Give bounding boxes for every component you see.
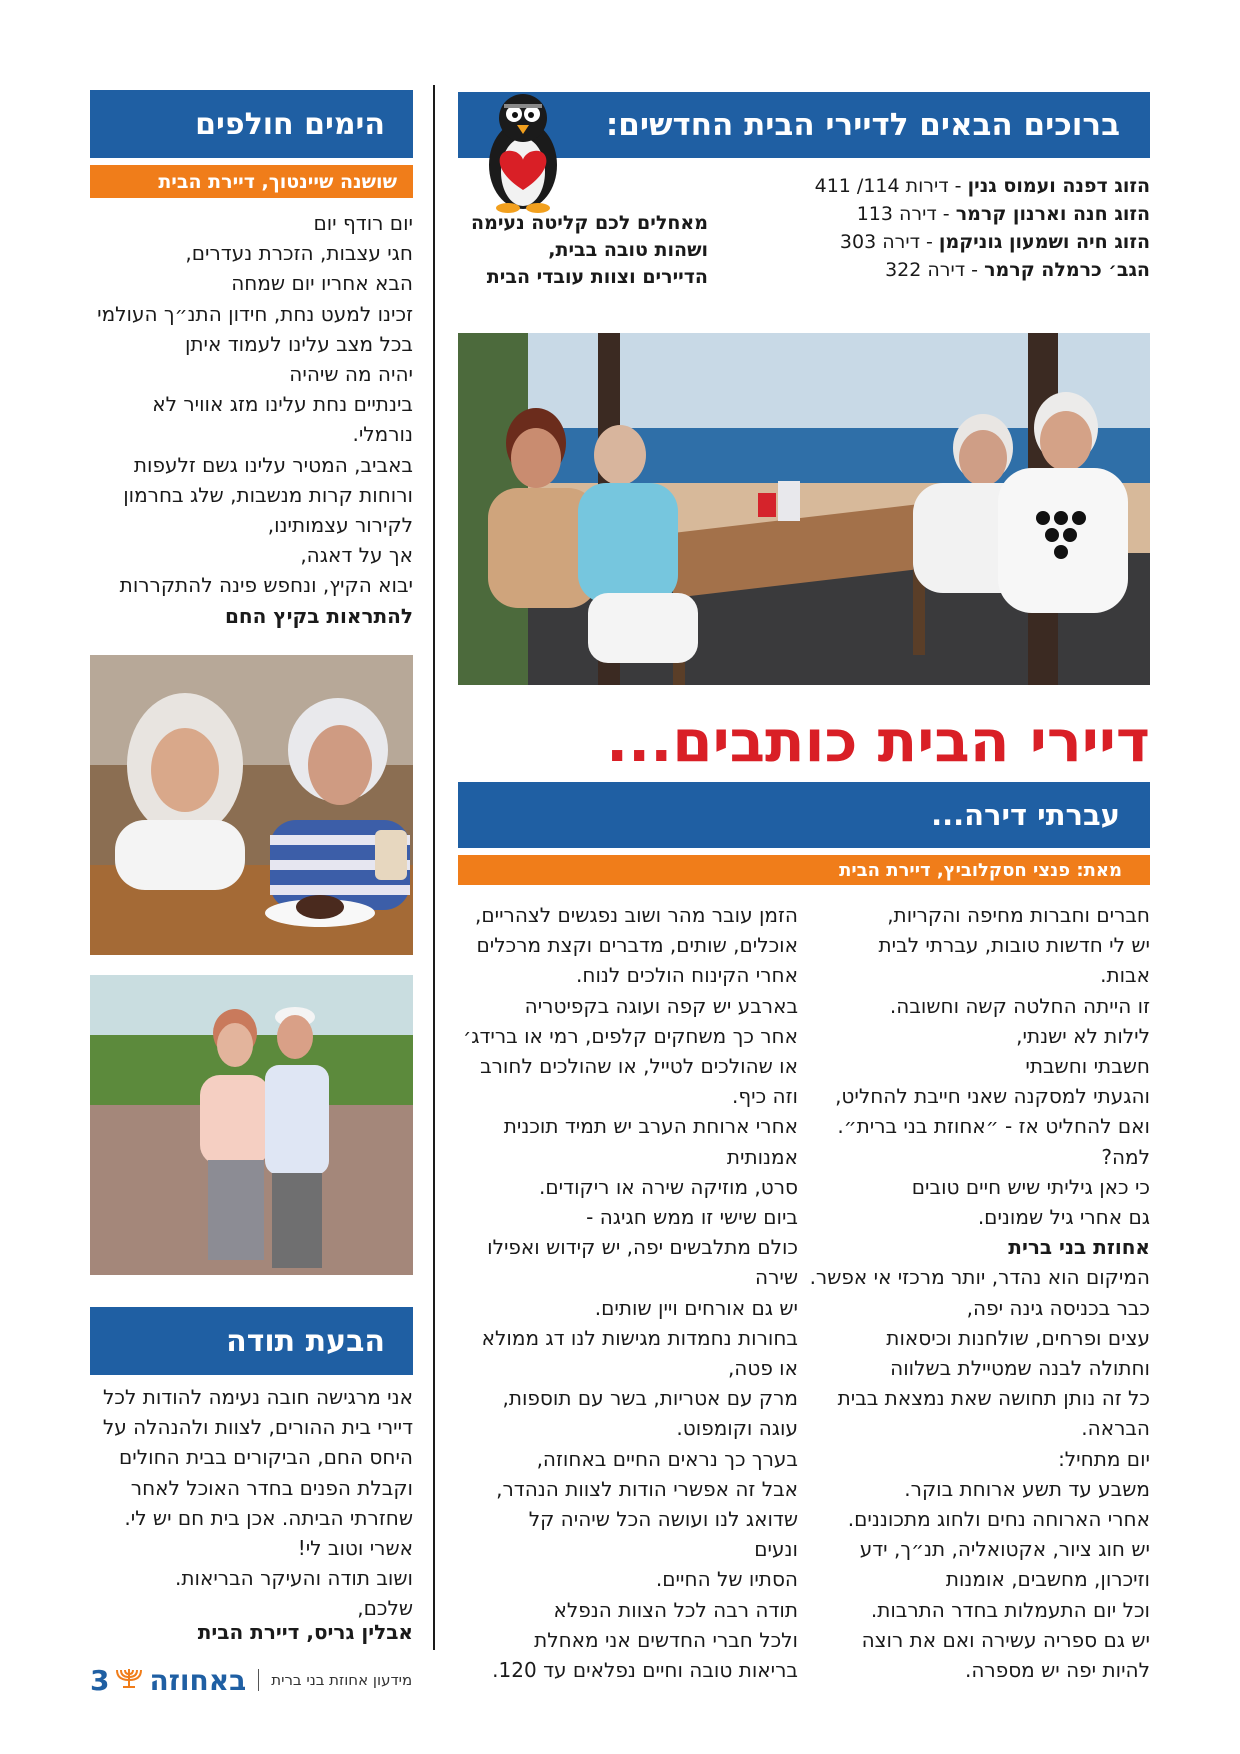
resident-name: הזוג דפנה ועמוס גנין bbox=[967, 175, 1150, 197]
text-line: יש לי חדשות טובות, עברתי לבית bbox=[878, 933, 1150, 958]
text-line: ולכל חברי החדשים אני מאחלת bbox=[534, 1627, 798, 1652]
text-line: וחתולה לבנה שמטיילת בשלווה bbox=[890, 1356, 1150, 1381]
footer-brand: באחוזה bbox=[149, 1663, 247, 1697]
text-line: בחורות נחמדות מגישות לנו דג ממולא bbox=[481, 1325, 798, 1350]
text-line: אחרי הקינוח הולכים לנוח. bbox=[576, 963, 798, 988]
text-line: אחר כך משחקים קלפים, רמי או ברידג׳ bbox=[462, 1023, 798, 1048]
text-line: אך על דאגה, bbox=[300, 543, 413, 568]
resident-apartment: - דירה 303 bbox=[839, 231, 939, 253]
text-line: תודה רבה לכל הצוות הנפלא bbox=[553, 1597, 798, 1622]
footer bbox=[90, 1660, 470, 1700]
text-line: שלכם, bbox=[357, 1596, 413, 1621]
text-line: משבע עד תשע ארוחת בוקר. bbox=[904, 1476, 1150, 1501]
photo-beach-cafe bbox=[458, 333, 1150, 685]
text-line: יבוא הקיץ, ונחפש פינה להתקררות bbox=[119, 573, 413, 598]
text-line: באביב, המטיר עלינו גשם זלעפות bbox=[133, 452, 413, 477]
article-column-left bbox=[458, 900, 798, 1685]
text-line: שירה bbox=[755, 1265, 798, 1290]
welcome-residents-list bbox=[800, 172, 1150, 284]
resident-entry bbox=[800, 228, 1150, 256]
menorah-icon bbox=[115, 1666, 143, 1694]
photo-couple-promenade bbox=[90, 975, 413, 1275]
text-line: להיות יפה יש מספרה. bbox=[964, 1658, 1150, 1683]
text-line: עוגה וקומפוט. bbox=[676, 1416, 798, 1441]
section-heading: דיירי הבית כותבים... bbox=[606, 707, 1150, 775]
text-line: ואם להחליט אז - ״אחוזת בני ברית״. bbox=[837, 1114, 1150, 1139]
text-line: אבל זה אפשרי הודות לצוות הנהדר, bbox=[496, 1476, 798, 1501]
days-change-text bbox=[90, 208, 413, 631]
column-divider bbox=[433, 85, 435, 1650]
welcome-greeting bbox=[458, 210, 708, 291]
resident-apartment: - דירות 114/ 411 bbox=[814, 175, 968, 197]
text-line: וזיכרון, מחשבים, אומנות bbox=[945, 1567, 1150, 1592]
text-line: היחס החם, הביקורים בבית החולים bbox=[119, 1445, 413, 1470]
resident-entry bbox=[800, 256, 1150, 284]
penguin-heart-icon bbox=[478, 90, 568, 214]
thanks-text bbox=[90, 1382, 413, 1624]
text-line: בריאות טובה וחיים נפלאים עד 120. bbox=[492, 1658, 798, 1683]
text-line: שדואג לנו ועושה הכל שיהיה קל bbox=[528, 1507, 798, 1532]
text-line: בכל מצב עלינו לעמוד איתן bbox=[184, 331, 413, 356]
text-line: ונעים bbox=[754, 1537, 798, 1562]
text-line: חגי עצבות, הזכרת נעדרים, bbox=[185, 241, 413, 266]
thanks-title-banner bbox=[90, 1307, 413, 1375]
text-line: אחרי ארוחת הערב יש תמיד תוכנית bbox=[503, 1114, 798, 1139]
text-line: דיירי בית ההורים, לצוות ולהנהלה על bbox=[102, 1415, 413, 1440]
text-line: גם אחרי גיל שמונים. bbox=[977, 1205, 1150, 1230]
text-line: חברים וחברות מחיפה והקריות, bbox=[887, 903, 1150, 927]
resident-name: הזוג חנה וארנון קרמר bbox=[955, 203, 1150, 225]
text-line: בארבע יש קפה ועוגה בקפיטריה bbox=[524, 993, 798, 1018]
resident-name: הזוג חיה ושמעון גוניקמן bbox=[938, 231, 1150, 253]
text-line: וקבלת הפנים בחדר האוכל לאחר bbox=[130, 1475, 413, 1500]
text-line: המיקום הוא נהדר, יותר מרכזי אי אפשר. bbox=[809, 1265, 1150, 1290]
resident-entry bbox=[800, 172, 1150, 200]
resident-apartment: - דירה 322 bbox=[885, 259, 985, 281]
text-line: ורוחות קרות מנשבות, שלג בחרמון bbox=[123, 482, 413, 507]
footer-divider bbox=[258, 1669, 259, 1691]
text-line: יהיה מה שיהיה bbox=[289, 362, 413, 387]
text-line: אחוזת בני ברית bbox=[1008, 1235, 1150, 1260]
text-line: והגעתי למסקנה שאני חייבת להחליט, bbox=[835, 1084, 1150, 1109]
welcome-title: ברוכים הבאים לדיירי הבית החדשים: bbox=[605, 107, 1120, 143]
text-line: זכינו למעט נחת, חידון התנ״ך העולמי bbox=[97, 301, 413, 326]
article-byline: מאת: פנצי חסקלוביץ, דיירת הבית bbox=[839, 859, 1122, 881]
text-line: הבראה. bbox=[1081, 1416, 1150, 1441]
thanks-signature: אבלין גריס, דיירת הבית bbox=[197, 1620, 413, 1644]
text-line: אני מרגישה חובה נעימה להודות לכל bbox=[103, 1385, 413, 1409]
text-line: או שהולכים לטייל, או שהולכים לחורב bbox=[480, 1054, 798, 1079]
resident-name: הגב׳ כרמלה קרמר bbox=[984, 259, 1150, 281]
text-line: הבא אחריו יום שמחה bbox=[231, 271, 413, 296]
article-byline-bar bbox=[458, 855, 1150, 885]
text-line: ביום שישי זו ממש חגיגה - bbox=[586, 1205, 798, 1230]
thanks-title: הבעת תודה bbox=[226, 1323, 385, 1359]
text-line: כבר בכניסה גינה יפה, bbox=[966, 1295, 1150, 1320]
greeting-line: מאחלים לכם קליטה נעימה bbox=[471, 212, 708, 234]
text-line: לילות לא ישנתי, bbox=[1016, 1023, 1150, 1048]
article-title: עברתי דירה... bbox=[931, 798, 1120, 832]
text-line: לקירור עצמותינו, bbox=[267, 513, 413, 538]
greeting-line: הדיירים וצוות עובדי הבית bbox=[486, 266, 708, 288]
text-line: יש חוג ציור, אקטואליה, תנ״ך, ידע bbox=[859, 1537, 1150, 1562]
days-change-title: הימים חולפים bbox=[195, 106, 385, 142]
text-line: זו הייתה החלטה קשה וחשובה. bbox=[889, 993, 1150, 1018]
resident-apartment: - דירה 113 bbox=[856, 203, 956, 225]
text-line: וזה כיף. bbox=[732, 1084, 798, 1109]
text-line: וכל יום התעמלות בחדר התרבות. bbox=[870, 1597, 1150, 1622]
text-line: אחרי הארוחה נחים ולחוג מתכוננים. bbox=[847, 1507, 1150, 1532]
text-line: שחזרתי הביתה. אכן בית חם יש לי. bbox=[124, 1505, 413, 1530]
text-line: כל זה נותן תחושה שאת נמצאת בבית bbox=[837, 1386, 1150, 1411]
resident-entry bbox=[800, 200, 1150, 228]
text-line: יום מתחיל: bbox=[1058, 1446, 1150, 1471]
text-line: אבות. bbox=[1100, 963, 1150, 988]
text-line: עצים ופרחים, שולחנות וכיסאות bbox=[886, 1325, 1150, 1350]
text-line: בערך כך נראים החיים באחוזה, bbox=[536, 1446, 798, 1471]
text-line: אוכלים, שותים, מדברים וקצת מרכלים bbox=[476, 933, 798, 958]
page-number: 3 bbox=[90, 1663, 110, 1697]
text-line: יש גם אורחים ויין שותים. bbox=[594, 1295, 798, 1320]
text-line: אמנותית bbox=[726, 1144, 798, 1169]
text-line: סרט, מוזיקה שירה או ריקודים. bbox=[539, 1174, 798, 1199]
text-line: כולם מתלבשים יפה, יש קידוש ואפילו bbox=[487, 1235, 798, 1260]
days-change-byline: שושנה שיינטוך, דיירת הבית bbox=[158, 170, 397, 193]
text-line: כי כאן גיליתי שיש חיים טובים bbox=[911, 1174, 1150, 1199]
photo-dining-women bbox=[90, 655, 413, 955]
text-line: אשרי וטוב לי! bbox=[297, 1536, 413, 1561]
text-line: הזמן עובר מהר ושוב נפגשים לצהריים, bbox=[474, 903, 798, 927]
text-line: מרק עם אטריות, בשר עם תוספות, bbox=[502, 1386, 798, 1411]
footer-tagline: מידעון אחוזת בני ברית bbox=[271, 1671, 413, 1689]
text-line: יש גם ספריה עשירה ואם את רוצה bbox=[861, 1627, 1150, 1652]
text-line: נורמלי. bbox=[352, 422, 413, 447]
text-line: הסתיו של החיים. bbox=[655, 1567, 798, 1592]
text-line: יום רודף יום bbox=[313, 211, 413, 235]
greeting-line: ושהות טובה בבית, bbox=[548, 239, 708, 261]
text-line: או פטה, bbox=[727, 1356, 798, 1381]
article-title-banner bbox=[458, 782, 1150, 848]
article-column-right bbox=[809, 900, 1150, 1685]
days-change-byline-bar bbox=[90, 165, 413, 198]
days-change-title-banner bbox=[90, 90, 413, 158]
text-line: להתראות בקיץ החם bbox=[225, 603, 413, 628]
text-line: חשבתי וחשבתי bbox=[1025, 1054, 1150, 1079]
text-line: ושוב תודה והעיקר הבריאות. bbox=[175, 1566, 413, 1591]
text-line: למה? bbox=[1101, 1144, 1150, 1169]
text-line: בינתיים נחת עלינו מזג אוויר לא bbox=[152, 392, 413, 417]
